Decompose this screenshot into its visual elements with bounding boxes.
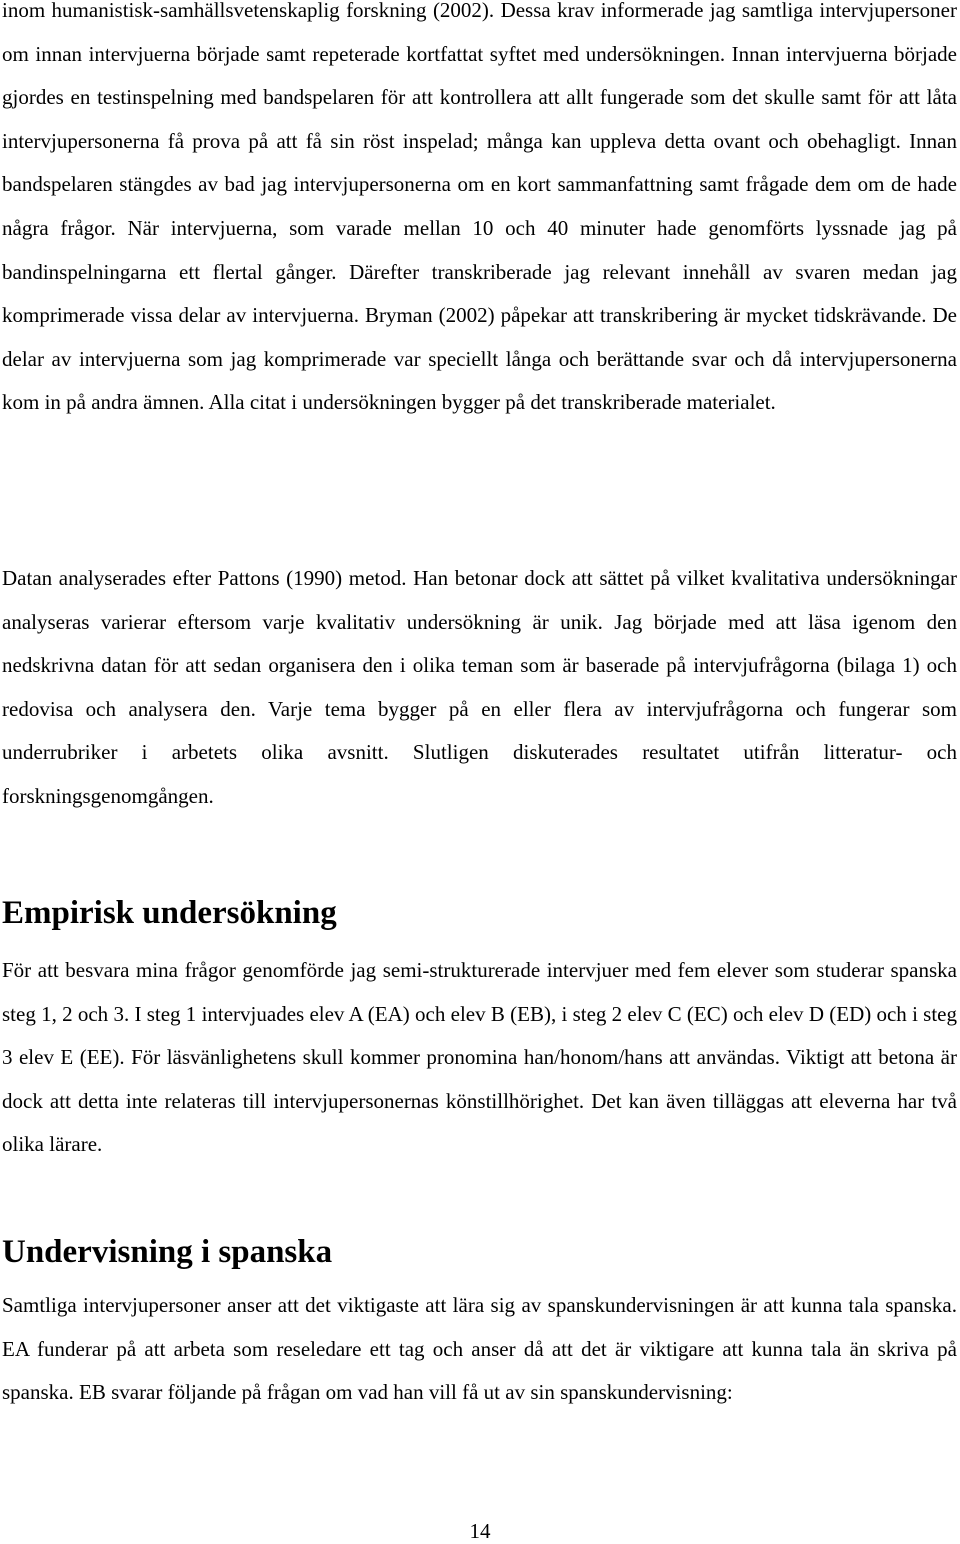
page-number: 14	[469, 1519, 491, 1543]
heading-spanish-teaching: Undervisning i spanska	[2, 1234, 333, 1270]
paragraph-analysis: Datan analyserades efter Pattons (1990) metod. Han betonar dock att sättet på vilket kvalitativa undersökningar analyseras varierar eftersom varje kvalitativ undersökning är unik. Jag började med att läsa igenom den nedskrivna datan för att sedan organisera den i olika teman som är baserade på intervjufrågorna (bilaga 1) och redovisa och analysera den. Varje tema bygger på en eller flera av intervjufrågorna och fungerar som underrubriker i arbetets olika avsnitt. Slutligen diskuterades resultatet utifrån litteratur- och forskningsgenomgången.	[2, 566, 957, 808]
heading-empirical-study: Empirisk undersökning	[2, 895, 337, 931]
paragraph-spanish-teaching: Samtliga intervjupersoner anser att det viktigaste att lära sig av spanskundervisningen är att kunna tala spanska. EA funderar på att arbeta som reseledare ett tag och anser då att det är viktigare att kunna tala än skriva på spanska. EB svarar följande på frågan om vad han vill få ut av sin spanskundervisning:	[2, 1293, 957, 1405]
paragraph-empirical-study: För att besvara mina frågor genomförde jag semi-strukturerade intervjuer med fem elever som studerar spanska steg 1, 2 och 3. I steg 1 intervjuades elev A (EA) och elev B (EB), i steg 2 elev C (EC) och elev D (ED) och i steg 3 elev E (EE). För läsvänlighetens skull kommer pronomina han/honom/hans att användas. Viktigt att betona är dock att detta inte relateras till intervjupersonernas könstillhörighet. Det kan även tilläggas att eleverna har två olika lärare.	[2, 958, 957, 1157]
paragraph-method-continued: inom humanistisk-samhällsvetenskaplig forskning (2002). Dessa krav informerade jag samtliga intervjupersoner om innan intervjuerna började samt repeterade kortfattat syftet med undersökningen. Innan intervjuerna började gjordes en testinspelning med bandspelaren för att kontrollera att allt fungerade som det skulle samt för att låta intervjupersonerna få prova på att få sin röst inspelad; många kan uppleva detta ovant och obehagligt. Innan bandspelaren stängdes av bad jag intervjupersonerna om en kort sammanfattning samt frågade dem om de hade några frågor. När intervjuerna, som varade mellan 10 och 40 minuter hade genomförts lyssnade jag på bandinspelningarna ett flertal gånger. Därefter transkriberade jag relevant innehåll av svaren medan jag komprimerade vissa delar av intervjuerna. Bryman (2002) påpekar att transkribering är mycket tidskrävande. De delar av intervjuerna som jag komprimerade var speciellt långa och berättande svar och då intervjupersonerna kom in på andra ämnen. Alla citat i undersökningen bygger på det transkriberade materialet.	[2, 0, 957, 415]
